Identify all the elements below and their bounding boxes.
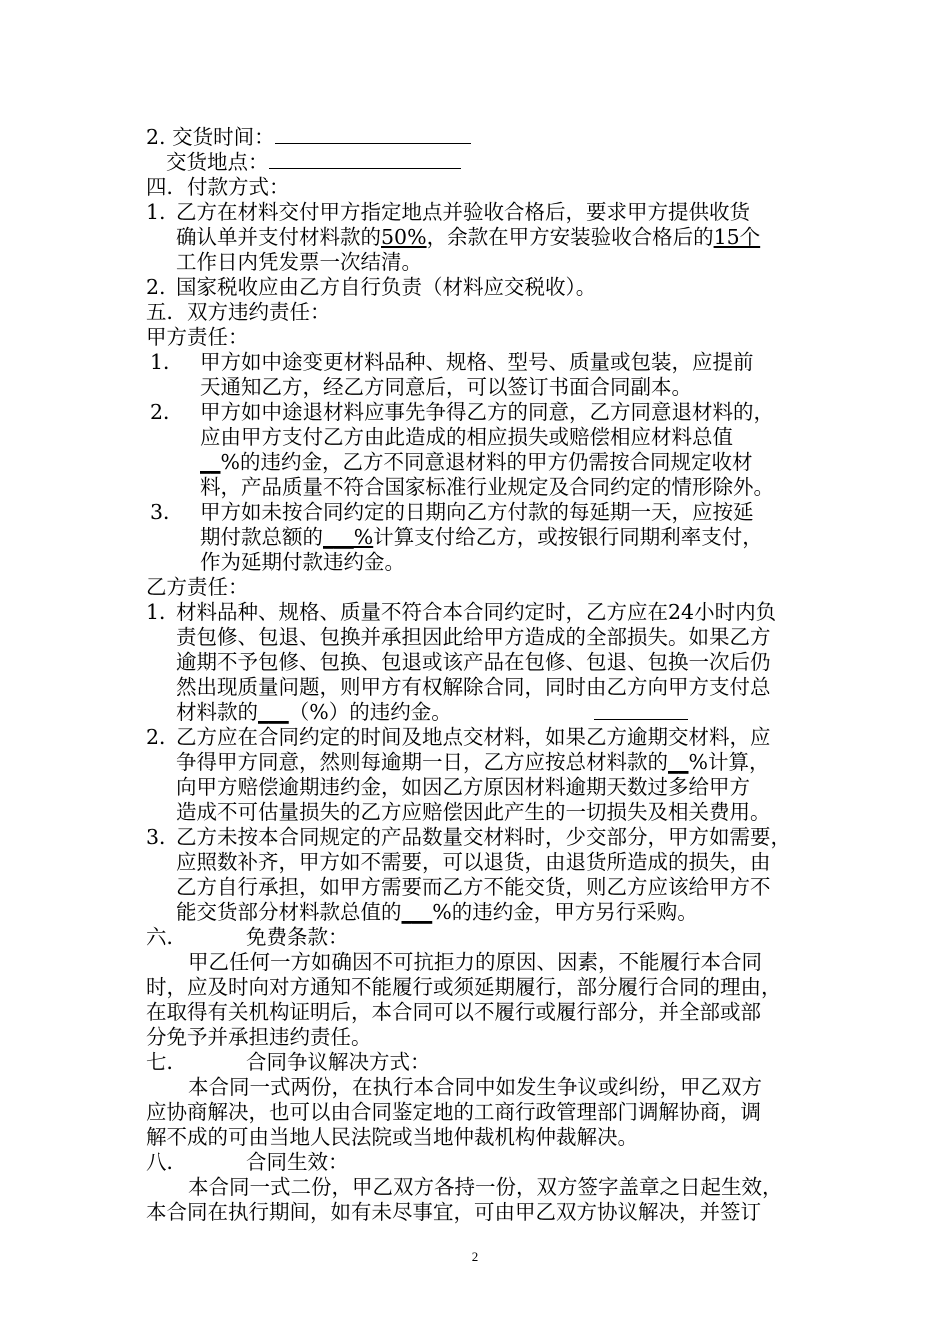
party-b-item-1-line-3: 逾期不予包修、包换、包退或该产品在包修、包退、包换一次后仍 — [176, 650, 771, 674]
party-b-item-1-line-4: 然出现质量问题，则甲方有权解除合同，同时由乙方向甲方支付总 — [176, 675, 771, 699]
party-a-item-3-line-3: 作为延期付款违约金。 — [200, 550, 405, 574]
effect-number: 八． — [146, 1150, 187, 1174]
party-b-item-3-line-2: 应照数补齐，甲方如不需要，可以退货，由退货所造成的损失，由 — [176, 850, 771, 874]
dispute-line-3: 解不成的可由当地人民法院或当地仲裁机构仲裁解决。 — [146, 1125, 638, 1149]
party-a-item-2-line-1: 甲方如中途退材料应事先争得乙方的同意，乙方同意退材料的， — [200, 400, 774, 424]
delivery-time-line — [146, 125, 471, 149]
party-a-item-2-line-3: __%的违约金，乙方不同意退材料的甲方仍需按合同规定收材 — [200, 450, 753, 474]
delivery-place-line — [166, 150, 461, 174]
party-b-item-3-line-4: 能交货部分材料款总值的___%的违约金，甲方另行采购。 — [176, 900, 698, 924]
breach-heading: 五．双方违约责任： — [146, 300, 331, 324]
payment-item-2-number: 2. — [146, 275, 166, 299]
party-a-item-1-line-1: 甲方如中途变更材料品种、规格、型号、质量或包装，应提前 — [200, 350, 754, 374]
party-b-item-2-line-2: 争得甲方同意，然则每逾期一日，乙方应按总材料款的__%计算， — [176, 750, 770, 774]
payment-item-1-line-2: 确认单并支付材料款的50%，余款在甲方安装验收合格后的15个 — [176, 225, 761, 249]
party-b-item-3-line-3: 乙方自行承担，如甲方需要而乙方不能交货，则乙方应该给甲方不 — [176, 875, 771, 899]
dispute-line-1: 本合同一式两份，在执行本合同中如发生争议或纠纷，甲乙双方 — [188, 1075, 762, 1099]
party-a-item-2-line-2: 应由甲方支付乙方由此造成的相应损失或赔偿相应材料总值 — [200, 425, 733, 449]
delivery-time-blank — [275, 125, 471, 144]
party-b-title: 乙方责任： — [146, 575, 249, 599]
party-a-item-3-line-1: 甲方如未按合同约定的日期向乙方付款的每延期一天，应按延 — [200, 500, 754, 524]
party-a-item-2-line-4: 料，产品质量不符合国家标准行业规定及合同约定的情形除外。 — [200, 475, 774, 499]
party-b-item-1-line-5: 材料款的___（%）的违约金。 — [176, 700, 452, 724]
party-b-item-1-blank-line — [594, 719, 688, 720]
payment-item-2-line-1: 国家税收应由乙方自行负责（材料应交税收）。 — [176, 275, 597, 299]
exemption-line-3: 在取得有关机构证明后，本合同可以不履行或履行部分，并全部或部 — [146, 1000, 761, 1024]
payment-item-1-number: 1. — [146, 200, 166, 224]
payment-days: 15个 — [713, 225, 761, 249]
party-b-item-1-line-2: 责包修、包退、包换并承担因此给甲方造成的全部损失。如果乙方 — [176, 625, 771, 649]
effect-line-2: 本合同在执行期间，如有未尽事宜，可由甲乙双方协议解决，并签订 — [146, 1200, 761, 1224]
party-b-item-1-line-1: 材料品种、规格、质量不符合本合同约定时，乙方应在24小时内负 — [176, 600, 777, 624]
exemption-line-2: 时，应及时向对方通知不能履行或须延期履行，部分履行合同的理由， — [146, 975, 782, 999]
effect-title: 合同生效： — [246, 1150, 349, 1174]
delivery-place-blank — [269, 150, 461, 169]
party-b-item-3-number: 3． — [146, 825, 180, 849]
dispute-number: 七． — [146, 1050, 187, 1074]
party-a-item-1-number: 1． — [150, 350, 184, 374]
exemption-number: 六． — [146, 925, 187, 949]
party-b-item-2-line-3: 向甲方赔偿逾期违约金，如因乙方原因材料逾期天数过多给甲方 — [176, 775, 750, 799]
party-b-item-1-number: 1． — [146, 600, 180, 624]
party-b-item-2-number: 2． — [146, 725, 180, 749]
party-a-item-2-number: 2． — [150, 400, 184, 424]
exemption-line-4: 分免予并承担违约责任。 — [146, 1025, 372, 1049]
delivery-place-label: 交货地点： — [166, 150, 269, 174]
payment-heading: 四．付款方式： — [146, 175, 290, 199]
exemption-line-1: 甲乙任何一方如确因不可抗拒力的原因、因素，不能履行本合同 — [188, 950, 762, 974]
exemption-title: 免费条款： — [246, 925, 349, 949]
dispute-title: 合同争议解决方式： — [246, 1050, 431, 1074]
party-b-item-2-line-4: 造成不可估量损失的乙方应赔偿因此产生的一切损失及相关费用。 — [176, 800, 771, 824]
payment-item-1-line-1: 乙方在材料交付甲方指定地点并验收合格后，要求甲方提供收货 — [176, 200, 750, 224]
party-a-title: 甲方责任： — [146, 325, 249, 349]
party-a-item-1-line-2: 天通知乙方，经乙方同意后，可以签订书面合同副本。 — [200, 375, 692, 399]
party-a-item-3-line-2: 期付款总额的___%计算支付给乙方，或按银行同期利率支付， — [200, 525, 763, 549]
payment-item-1-line-3: 工作日内凭发票一次结清。 — [176, 250, 422, 274]
page-number: 2 — [471, 1249, 479, 1264]
payment-percent: 50% — [381, 225, 427, 249]
party-b-item-3-line-1: 乙方未按本合同规定的产品数量交材料时，少交部分，甲方如需要， — [176, 825, 791, 849]
effect-line-1: 本合同一式二份，甲乙双方各持一份，双方签字盖章之日起生效， — [188, 1175, 783, 1199]
party-a-item-3-number: 3． — [150, 500, 184, 524]
delivery-time-label: 2. 交货时间： — [146, 125, 275, 149]
party-b-item-2-line-1: 乙方应在合同约定的时间及地点交材料，如果乙方逾期交材料，应 — [176, 725, 771, 749]
dispute-line-2: 应协商解决，也可以由合同鉴定地的工商行政管理部门调解协商，调 — [146, 1100, 761, 1124]
